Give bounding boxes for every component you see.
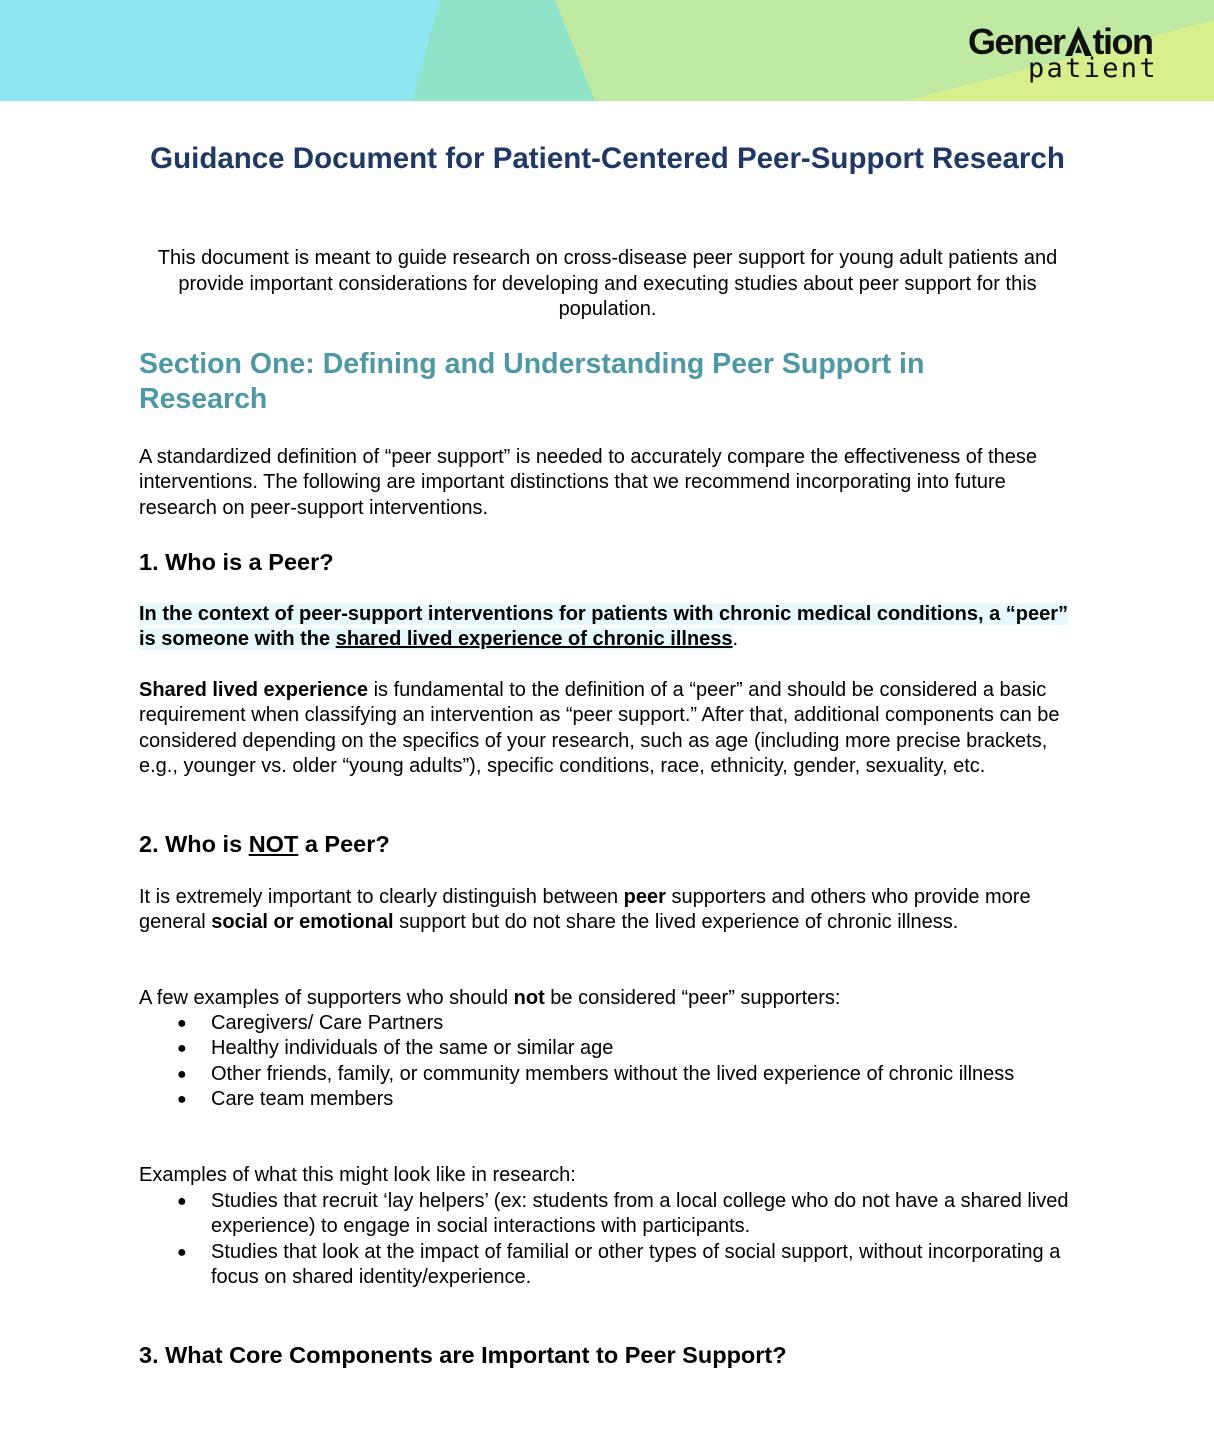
examples-intro [139,986,1079,1011]
examples-intro-a: A few examples of supporters who should [139,987,514,1009]
q2-heading-pre: 2. Who is [139,831,249,857]
peer-definition-highlight [139,603,1068,650]
peer-definition-end: . [732,628,739,651]
list-item-text: Healthy individuals of the same or similar age [211,1037,614,1060]
list-item-text: Other friends, family, or community members without the lived experience of chronic illness [211,1062,1015,1085]
peer-definition [139,602,1079,653]
logo-word-before: Gener [968,21,1065,62]
distinguish-text-a: It is extremely important to clearly distinguish between [139,886,624,908]
document-intro: This document is meant to guide research on cross-disease peer support for young adult patients and provide important considerations for developing and executing studies about peer support for this population. [157,247,1058,320]
q2-heading-not: NOT [248,831,299,857]
distinguish-bold-peer: peer [623,886,666,908]
list-item [139,1240,1079,1291]
shared-experience-paragraph [139,678,1079,779]
examples-intro-b: be considered “peer” supporters: [544,987,841,1009]
peer-definition-underlined: shared lived experience of chronic illness [335,628,733,651]
distinguish-text-e: support but do not share the lived experience of chronic illness. [393,911,959,934]
shared-experience-text: is fundamental to the definition of a “peer” and should be considered a basic requirement when classifying an intervention as “peer support.” After that, additional components can be considered depending on the specifics of your research, such as age (including more precise brackets, e.g., younger vs. older “young adults”), specific conditions, race, ethnicity, gender, sexuality, etc. [139,679,1060,777]
generation-patient-logo [965,14,1190,89]
research-examples-intro: Examples of what this might look like in research: [139,1164,576,1186]
question-three-heading: 3. What Core Components are Important to Peer Support? [139,1342,787,1368]
list-item [139,1087,1079,1112]
distinguish-paragraph [139,885,1079,936]
list-item [139,1011,1079,1036]
distinguish-text-c: supporters and others who provide more general [139,886,1031,934]
bullet-icon: ● [177,1040,187,1058]
logo-subtitle: patient [1028,53,1158,84]
document-title: Guidance Document for Patient-Centered Peer-Support Research [150,142,1065,175]
section-one-intro: A standardized definition of “peer support” is needed to accurately compare the effectiveness of these interventions. The following are important distinctions that we recommend incorporating into future research on peer-support interventions. [139,446,1037,519]
section-one-heading: Section One: Defining and Understanding Peer Support in Research [139,348,925,415]
list-item [139,1062,1079,1087]
question-two-heading [139,829,390,859]
logo-word-after: tion [1092,21,1153,62]
list-item-text: Caregivers/ Care Partners [211,1012,444,1034]
shared-experience-bold: Shared lived experience [139,679,369,701]
list-item-text: Studies that look at the impact of familial or other types of social support, without incorporating a focus on shared identity/experience. [211,1240,1061,1288]
distinguish-bold-social: social or emotional [211,911,394,934]
list-item-text: Care team members [211,1087,394,1110]
bullet-icon: ● [177,1015,187,1032]
peer-definition-text: In the context of peer-support interventions for patients with chronic medical conditions, a “peer” is someone with the [139,603,1069,651]
examples-intro-bold: not [513,987,545,1009]
bullet-icon: ● [177,1065,187,1083]
q2-heading-post: a Peer? [298,831,390,857]
bullet-icon: ● [177,1090,187,1108]
bullet-icon: ● [177,1193,187,1210]
question-one-heading: 1. Who is a Peer? [139,549,334,575]
list-item-text: Studies that recruit ‘lay helpers’ (ex: students from a local college who do not have a shared lived experience) to engage in social interactions with participants. [211,1190,1069,1238]
list-item [139,1036,1079,1061]
research-examples-list [139,1189,1079,1290]
non-peer-examples-list [139,1011,1079,1112]
bullet-icon: ● [177,1243,187,1261]
list-item [139,1189,1079,1240]
logo-a-mark-icon [1065,26,1092,56]
